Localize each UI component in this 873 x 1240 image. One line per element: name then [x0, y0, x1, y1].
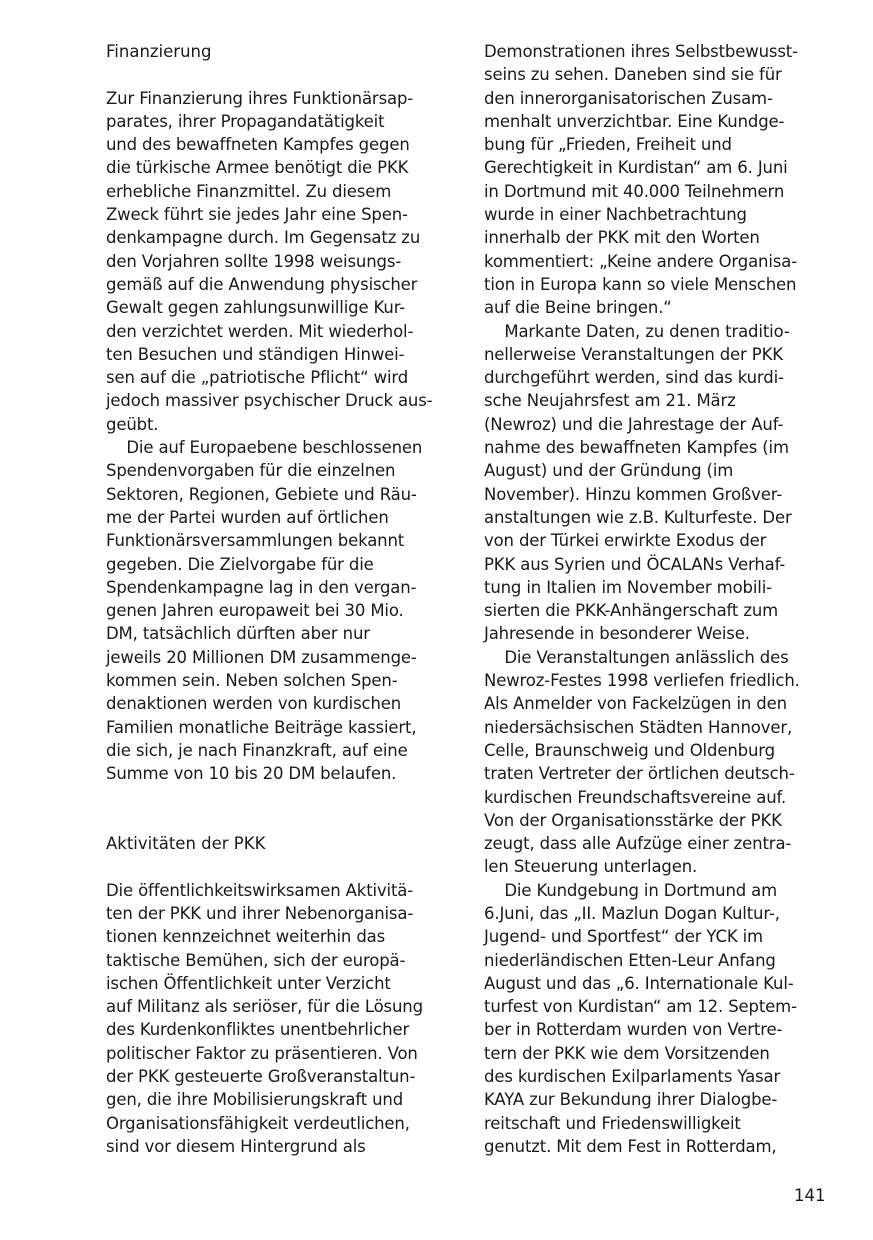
text-line: Sektoren, Regionen, Gebiete und Räu- — [106, 484, 417, 504]
text-line: Jugend- und Sportfest“ der YCK im — [484, 927, 763, 947]
text-line: jedoch massiver psychischer Druck aus- — [106, 391, 433, 411]
text-line: von der Türkei erwirkte Exodus der — [484, 531, 767, 551]
text-line: zeugt, dass alle Aufzüge einer zentra- — [484, 834, 792, 854]
text-line: ten Besuchen und ständigen Hinwei- — [106, 344, 405, 364]
section-spacer — [106, 786, 451, 833]
text-line: Celle, Braunschweig und Oldenburg — [484, 740, 775, 760]
text-line: den innerorganisatorischen Zusam- — [484, 88, 773, 108]
text-line: Spendenvorgaben für die einzelnen — [106, 461, 396, 481]
text-line: den Vorjahren sollte 1998 weisungs- — [106, 251, 402, 271]
text-line: politischer Faktor zu präsentieren. Von — [106, 1043, 418, 1063]
right-column — [484, 40, 829, 1158]
text-line: niederländischen Etten-Leur Anfang — [484, 950, 776, 970]
text-line: des kurdischen Exilparlaments Yasar — [484, 1067, 781, 1087]
text-line: Die öffentlichkeitswirksamen Aktivitä- — [106, 880, 414, 900]
text-line: me der Partei wurden auf örtlichen — [106, 507, 389, 527]
paragraph-right-1 — [484, 40, 829, 320]
text-line: 6.Juni, das „II. Mazlun Dogan Kultur-, — [484, 903, 780, 923]
text-line: denaktionen werden von kurdischen — [106, 694, 402, 714]
paragraph-right-2 — [484, 320, 829, 646]
text-line: Die Kundgebung in Dortmund am — [484, 880, 778, 900]
text-line: innerhalb der PKK mit den Worten — [484, 228, 760, 248]
text-line: denkampagne durch. Im Gegensatz zu — [106, 228, 421, 248]
text-line: (Newroz) und die Jahrestage der Auf- — [484, 414, 784, 434]
text-line: Von der Organisationsstärke der PKK — [484, 810, 782, 830]
text-line: menhalt unverzichtbar. Eine Kundge- — [484, 111, 785, 131]
spacer — [106, 855, 451, 878]
text-line: taktische Bemühen, sich der europä- — [106, 950, 406, 970]
text-line: Jahresende in besonderer Weise. — [484, 624, 750, 644]
text-line: Markante Daten, zu denen traditio- — [484, 321, 790, 341]
text-line: Gewalt gegen zahlungsunwillige Kur- — [106, 298, 406, 318]
page-number: 141 — [794, 1186, 826, 1205]
text-line: Die auf Europaebene beschlossenen — [106, 438, 423, 458]
text-line: ber in Rotterdam wurden von Vertre- — [484, 1020, 783, 1040]
text-line: auf die Beine bringen.“ — [484, 298, 672, 318]
text-line: len Steuerung unterlagen. — [484, 857, 698, 877]
text-line: tion in Europa kann so viele Menschen — [484, 274, 797, 294]
text-line: genen Jahren europaweit bei 30 Mio. — [106, 601, 404, 621]
text-line: reitschaft und Friedenswilligkeit — [484, 1113, 741, 1133]
text-line: DM, tatsächlich dürften aber nur — [106, 624, 370, 644]
paragraph-finanzierung-1 — [106, 87, 451, 436]
text-line: parates, ihrer Propagandatätigkeit — [106, 111, 385, 131]
text-line: sind vor diesem Hintergrund als — [106, 1136, 366, 1156]
text-line: nellerweise Veranstaltungen der PKK — [484, 344, 783, 364]
text-line: gemäß auf die Anwendung physischer — [106, 274, 418, 294]
text-line: ten der PKK und ihrer Nebenorganisa- — [106, 903, 414, 923]
text-line: genutzt. Mit dem Fest in Rotterdam, — [484, 1136, 777, 1156]
text-line: Familien monatliche Beiträge kassiert, — [106, 717, 417, 737]
text-line: der PKK gesteuerte Großveranstaltun- — [106, 1067, 416, 1087]
spacer — [106, 63, 451, 86]
text-line: Die Veranstaltungen anlässlich des — [484, 647, 789, 667]
text-line: tern der PKK wie dem Vorsitzenden — [484, 1043, 770, 1063]
text-line: turfest von Kurdistan“ am 12. Septem- — [484, 997, 797, 1017]
text-line: und des bewaffneten Kampfes gegen — [106, 135, 410, 155]
text-line: kurdischen Freundschaftsvereine auf. — [484, 787, 787, 807]
text-line: KAYA zur Bekundung ihrer Dialogbe- — [484, 1090, 778, 1110]
text-line: jeweils 20 Millionen DM zusammenge- — [106, 647, 417, 667]
text-line: gen, die ihre Mobilisierungskraft und — [106, 1090, 404, 1110]
text-line: August) und der Gründung (im — [484, 461, 734, 481]
section-heading-aktivitaeten: Aktivitäten der PKK — [106, 834, 266, 854]
text-line: Gerechtigkeit in Kurdistan“ am 6. Juni — [484, 158, 788, 178]
text-line: anstaltungen wie z.B. Kulturfeste. Der — [484, 507, 792, 527]
text-line: sche Neujahrsfest am 21. März — [484, 391, 736, 411]
text-line: Als Anmelder von Fackelzügen in den — [484, 694, 787, 714]
text-line: Funktionärsversammlungen bekannt — [106, 531, 405, 551]
text-line: traten Vertreter der örtlichen deutsch- — [484, 764, 795, 784]
text-line: auf Militanz als seriöser, für die Lösung — [106, 997, 423, 1017]
text-line: PKK aus Syrien und ÖCALANs Verhaf- — [484, 554, 786, 574]
text-line: Spendenkampagne lag in den vergan- — [106, 577, 417, 597]
text-line: die türkische Armee benötigt die PKK — [106, 158, 409, 178]
text-line: ischen Öffentlichkeit unter Verzicht — [106, 973, 391, 993]
text-line: gegeben. Die Zielvorgabe für die — [106, 554, 374, 574]
text-line: niedersächsischen Städten Hannover, — [484, 717, 793, 737]
section-heading-finanzierung: Finanzierung — [106, 42, 212, 61]
text-line: tung in Italien im November mobili- — [484, 577, 772, 597]
paragraph-aktivitaeten-1 — [106, 879, 451, 1159]
text-line: sen auf die „patriotische Pflicht“ wird — [106, 368, 409, 388]
text-line: Organisationsfähigkeit verdeutlichen, — [106, 1113, 410, 1133]
paragraph-right-4 — [484, 879, 829, 1159]
text-line: Newroz-Festes 1998 verliefen friedlich. — [484, 671, 800, 691]
text-line: seins zu sehen. Daneben sind sie für — [484, 65, 782, 85]
text-line: Zweck führt sie jedes Jahr eine Spen- — [106, 205, 408, 225]
text-line: erhebliche Finanzmittel. Zu diesem — [106, 181, 392, 201]
text-line: den verzichtet werden. Mit wiederhol- — [106, 321, 414, 341]
left-column — [106, 40, 451, 1158]
text-line: durchgeführt werden, sind das kurdi- — [484, 368, 784, 388]
text-line: November). Hinzu kommen Großver- — [484, 484, 783, 504]
text-line: kommentiert: „Keine andere Organisa- — [484, 251, 798, 271]
text-line: kommen sein. Neben solchen Spen- — [106, 671, 398, 691]
text-line: in Dortmund mit 40.000 Teilnehmern — [484, 181, 785, 201]
paragraph-right-3 — [484, 646, 829, 879]
text-line: wurde in einer Nachbetrachtung — [484, 205, 747, 225]
text-line: Demonstrationen ihres Selbstbewusst- — [484, 42, 798, 61]
text-line: bung für „Frieden, Freiheit und — [484, 135, 732, 155]
text-line: nahme des bewaffneten Kampfes (im — [484, 438, 789, 458]
text-line: Zur Finanzierung ihres Funktionärsap- — [106, 88, 414, 108]
text-line: geübt. — [106, 414, 159, 434]
text-line: sierten die PKK-Anhängerschaft zum — [484, 601, 779, 621]
text-line: Summe von 10 bis 20 DM belaufen. — [106, 764, 397, 784]
text-line: die sich, je nach Finanzkraft, auf eine — [106, 740, 408, 760]
text-line: des Kurdenkonfliktes unentbehrlicher — [106, 1020, 410, 1040]
text-line: August und das „6. Internationale Kul- — [484, 973, 794, 993]
text-line: tionen kennzeichnet weiterhin das — [106, 927, 386, 947]
paragraph-finanzierung-2 — [106, 436, 451, 785]
